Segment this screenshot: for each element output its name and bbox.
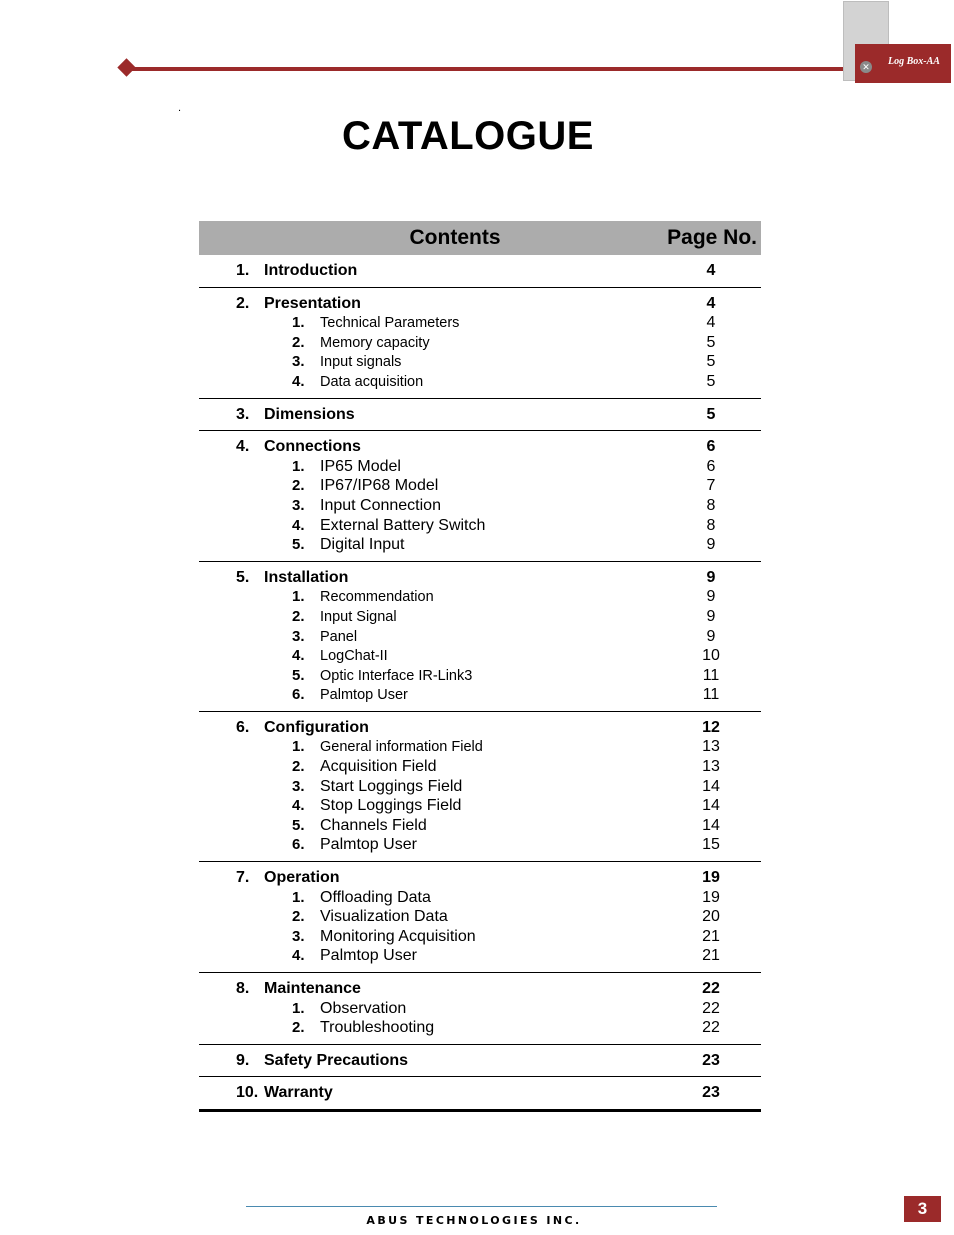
subsection-page: 13 [702, 758, 720, 776]
subsection-number: 1. [292, 457, 305, 475]
section-title: Configuration [264, 718, 369, 736]
subsection-number: 4. [292, 647, 305, 665]
toc-main-row[interactable] [199, 1083, 761, 1103]
subsection-title: Memory capacity [320, 334, 430, 351]
toc-section [199, 1077, 761, 1112]
toc-section [199, 288, 761, 399]
toc-main-row[interactable] [199, 294, 761, 314]
subsection-page: 14 [702, 797, 720, 815]
section-number: 5. [236, 568, 250, 586]
section-number: 8. [236, 980, 250, 997]
subsection-title: Palmtop User [320, 687, 408, 704]
section-page: 5 [706, 405, 716, 423]
subsection-page: 19 [702, 888, 720, 906]
subsection-title: Palmtop User [320, 947, 417, 965]
subsection-number: 2. [292, 758, 305, 776]
footer [0, 1211, 954, 1229]
section-title: Presentation [264, 294, 361, 312]
section-number: 10. [236, 1084, 259, 1102]
subsection-page: 9 [706, 536, 716, 554]
subsection-title: Observation [320, 999, 407, 1017]
toc-main-row[interactable] [199, 568, 761, 588]
page-number: 3 [904, 1196, 941, 1222]
toc-sub-row[interactable] [199, 587, 761, 607]
subsection-title: Stop Loggings Field [320, 797, 462, 815]
subsection-number: 3. [292, 496, 305, 514]
subsection-title: Input Connection [320, 496, 441, 514]
subsection-number: 2. [292, 607, 305, 625]
section-title: Dimensions [264, 405, 355, 423]
toc-sub-row[interactable] [199, 907, 761, 927]
subsection-page: 5 [706, 372, 716, 390]
subsection-page: 13 [702, 738, 720, 756]
toc-section [199, 255, 761, 288]
subsection-number: 4. [292, 516, 305, 534]
section-page: 22 [702, 980, 720, 997]
toc-sub-row[interactable] [199, 333, 761, 353]
subsection-number: 5. [292, 666, 305, 684]
subsection-page: 14 [702, 816, 720, 834]
subsection-title: Input Signal [320, 608, 397, 625]
toc-section [199, 973, 761, 1045]
subsection-number: 4. [292, 372, 305, 390]
section-page: 4 [706, 262, 716, 279]
toc-sub-row[interactable] [199, 757, 761, 777]
toc-sub-row[interactable] [199, 999, 761, 1019]
subsection-title: Acquisition Field [320, 758, 437, 776]
subsection-number: 2. [292, 477, 305, 495]
section-page: 9 [706, 568, 716, 586]
subsection-number: 2. [292, 908, 305, 926]
section-page: 23 [702, 1051, 720, 1069]
section-number: 7. [236, 869, 250, 887]
toc-main-row[interactable] [199, 1051, 761, 1071]
contents-table [199, 221, 761, 1112]
subsection-number: 4. [292, 797, 305, 815]
section-number: 1. [236, 262, 250, 279]
subsection-page: 21 [702, 947, 720, 965]
toc-main-row[interactable] [199, 437, 761, 457]
subsection-number: 1. [292, 738, 305, 756]
toc-sub-row[interactable] [199, 1018, 761, 1038]
subsection-page: 9 [706, 607, 716, 625]
toc-main-row[interactable] [199, 979, 761, 999]
subsection-page: 4 [706, 314, 716, 332]
toc-section [199, 862, 761, 973]
subsection-number: 4. [292, 947, 305, 965]
subsection-number: 2. [292, 333, 305, 351]
section-number: 3. [236, 405, 250, 423]
contents-header-row [199, 221, 761, 255]
subsection-page: 20 [702, 908, 720, 926]
subsection-title: LogChat-II [320, 648, 388, 665]
subsection-number: 5. [292, 816, 305, 834]
toc-sub-row[interactable] [199, 372, 761, 392]
section-title: Warranty [264, 1084, 333, 1102]
toc-sub-row[interactable] [199, 607, 761, 627]
subsection-page: 9 [706, 588, 716, 606]
section-number: 6. [236, 718, 250, 736]
subsection-title: IP67/IP68 Model [320, 477, 439, 495]
section-page: 12 [702, 718, 720, 736]
subsection-title: Recommendation [320, 589, 434, 606]
subsection-number: 1. [292, 999, 305, 1017]
subsection-title: Technical Parameters [320, 315, 460, 332]
toc-section [199, 562, 761, 712]
footer-company: ABUS TECHNOLOGIES INC. [366, 1214, 582, 1227]
toc-sub-row[interactable] [199, 666, 761, 686]
subsection-title: Channels Field [320, 816, 427, 834]
toc-sub-row[interactable] [199, 816, 761, 836]
subsection-page: 5 [706, 333, 716, 351]
header-diamond-icon [117, 58, 135, 76]
header-rule [125, 67, 853, 71]
subsection-page: 10 [702, 647, 720, 665]
subsection-page: 9 [706, 627, 716, 645]
subsection-title: Data acquisition [320, 373, 424, 390]
subsection-page: 8 [706, 496, 716, 514]
section-number: 4. [236, 438, 250, 456]
toc-sub-row[interactable] [199, 685, 761, 705]
subsection-number: 3. [292, 777, 305, 795]
section-title: Installation [264, 568, 349, 586]
toc-sub-row[interactable] [199, 535, 761, 555]
toc-sub-row[interactable] [199, 777, 761, 797]
toc-sub-row[interactable] [199, 946, 761, 966]
brand-label: Log Box-AA [888, 56, 940, 67]
subsection-page: 11 [702, 666, 720, 684]
toc-sub-row[interactable] [199, 646, 761, 666]
subsection-page: 15 [702, 836, 720, 854]
subsection-title: Monitoring Acquisition [320, 927, 476, 945]
subsection-title: Start Loggings Field [320, 777, 463, 795]
subsection-page: 14 [702, 777, 720, 795]
section-page: 19 [702, 869, 720, 887]
subsection-page: 7 [706, 477, 716, 495]
subsection-number: 6. [292, 836, 305, 854]
section-number: 9. [236, 1051, 250, 1069]
subsection-title: Digital Input [320, 536, 405, 554]
subsection-title: Troubleshooting [320, 1019, 435, 1037]
section-title: Operation [264, 869, 340, 887]
toc-section [199, 712, 761, 862]
subsection-title: Optic Interface IR-Link3 [320, 667, 473, 684]
toc-sub-row[interactable] [199, 796, 761, 816]
subsection-page: 5 [706, 353, 716, 371]
subsection-page: 8 [706, 516, 716, 534]
toc-sub-row[interactable] [199, 496, 761, 516]
subsection-number: 3. [292, 353, 305, 371]
stray-dot: . [178, 102, 182, 114]
subsection-title: Offloading Data [320, 888, 431, 906]
subsection-number: 2. [292, 1019, 305, 1037]
subsection-number: 1. [292, 314, 305, 332]
close-circle-icon: ✕ [860, 61, 872, 73]
contents-body [199, 255, 761, 1112]
subsection-number: 3. [292, 627, 305, 645]
section-page: 23 [702, 1084, 720, 1102]
toc-sub-row[interactable] [199, 516, 761, 536]
subsection-title: Panel [320, 628, 358, 645]
page-title: CATALOGUE [342, 114, 594, 158]
subsection-title: Palmtop User [320, 836, 417, 854]
subsection-page: 22 [702, 1019, 720, 1037]
toc-sub-row[interactable] [199, 313, 761, 333]
section-title: Introduction [264, 262, 358, 279]
subsection-number: 1. [292, 588, 305, 606]
subsection-number: 3. [292, 927, 305, 945]
section-number: 2. [236, 294, 250, 312]
toc-sub-row[interactable] [199, 627, 761, 647]
toc-sub-row[interactable] [199, 352, 761, 372]
section-page: 6 [706, 438, 716, 456]
subsection-title: Input signals [320, 354, 402, 371]
toc-main-row[interactable] [199, 718, 761, 738]
toc-sub-row[interactable] [199, 476, 761, 496]
section-title: Safety Precautions [264, 1051, 409, 1069]
toc-sub-row[interactable] [199, 927, 761, 947]
subsection-number: 5. [292, 536, 305, 554]
page-header-label: Page No. [667, 226, 757, 249]
subsection-number: 6. [292, 686, 305, 704]
section-title: Connections [264, 438, 361, 456]
toc-main-row[interactable] [199, 261, 761, 281]
subsection-title: Visualization Data [320, 908, 448, 926]
subsection-page: 11 [702, 686, 720, 704]
subsection-page: 22 [702, 999, 720, 1017]
subsection-title: IP65 Model [320, 457, 401, 475]
subsection-title: General information Field [320, 739, 483, 756]
toc-sub-row[interactable] [199, 888, 761, 908]
subsection-page: 21 [702, 927, 720, 945]
toc-main-row[interactable] [199, 405, 761, 425]
toc-section [199, 399, 761, 432]
subsection-page: 6 [706, 457, 716, 475]
footer-rule [246, 1206, 717, 1207]
toc-main-row[interactable] [199, 868, 761, 888]
toc-sub-row[interactable] [199, 835, 761, 855]
subsection-title: External Battery Switch [320, 516, 486, 534]
toc-section [199, 431, 761, 562]
section-page: 4 [706, 294, 716, 312]
toc-sub-row[interactable] [199, 457, 761, 477]
contents-header-label: Contents [409, 226, 501, 249]
section-title: Maintenance [264, 980, 361, 997]
toc-section [199, 1045, 761, 1078]
toc-sub-row[interactable] [199, 737, 761, 757]
subsection-number: 1. [292, 888, 305, 906]
